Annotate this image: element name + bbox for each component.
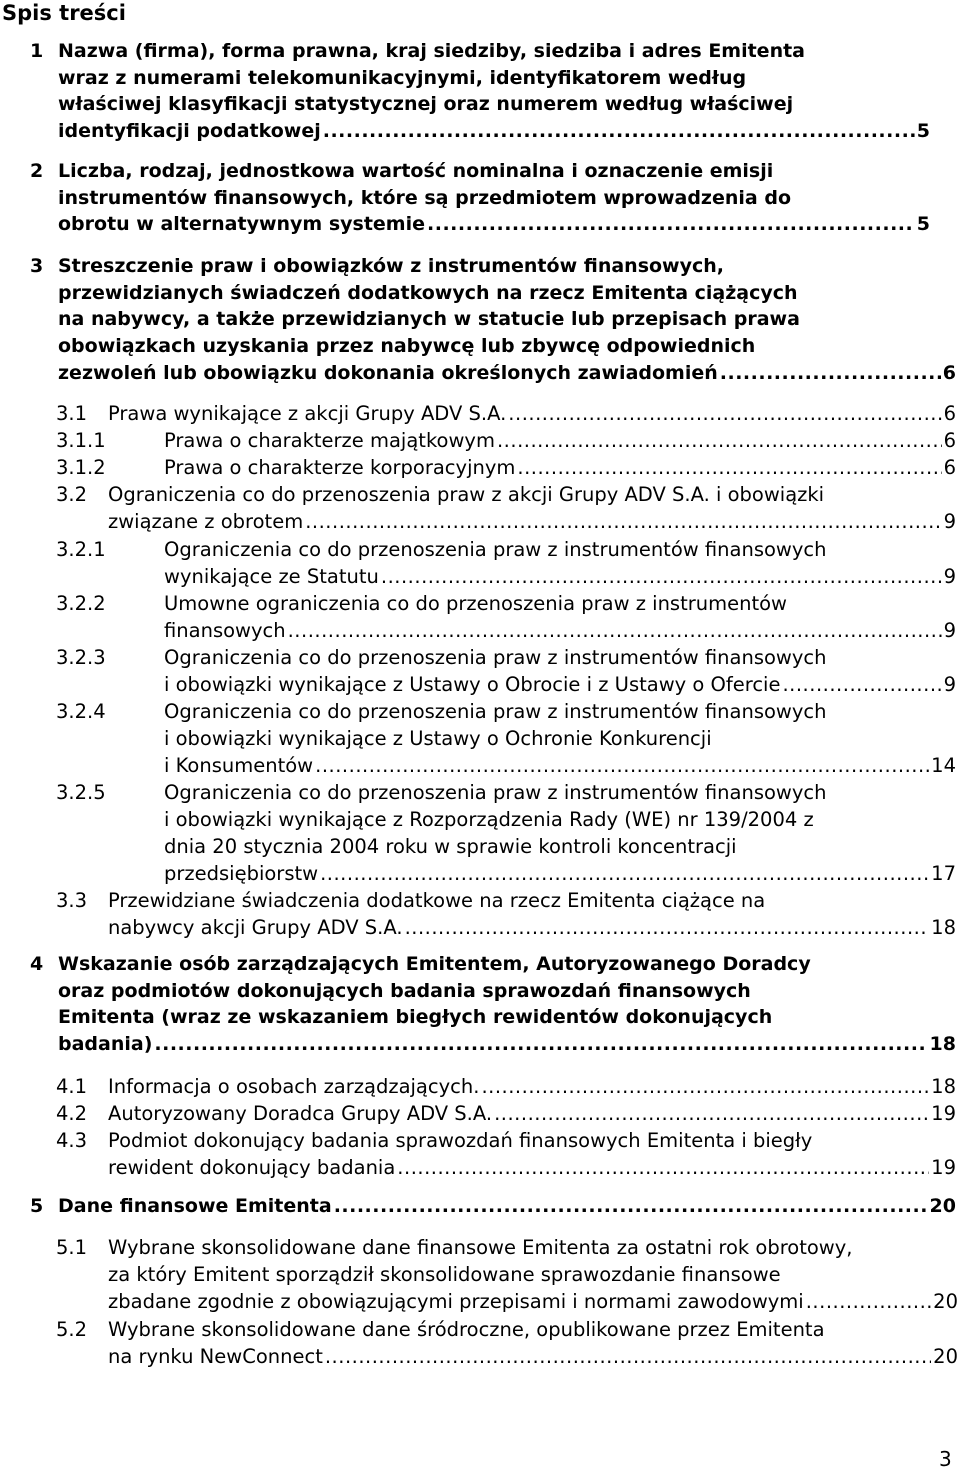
toc-title: Spis treści — [2, 1, 126, 25]
toc-entry-page: 9 — [943, 673, 956, 696]
toc-entry-last-line — [58, 211, 930, 238]
toc-entry-page: 20 — [929, 1195, 956, 1217]
toc-entry-last-line — [108, 1343, 958, 1370]
dot-leader — [288, 617, 942, 644]
toc-entry-row — [56, 481, 956, 535]
toc-entry-last-line — [58, 1193, 956, 1220]
toc-entry-line: Umowne ograniczenia co do przenoszenia praw z instrumentów — [164, 592, 787, 615]
toc-entry-line: Wybrane skonsolidowane dane finansowe Emitenta za ostatni rok obrotowy, — [108, 1236, 853, 1259]
toc-entry-number: 4 — [30, 953, 44, 975]
toc-entry-line: nabywcy akcji Grupy ADV S.A. — [108, 916, 403, 939]
toc-entry-row — [56, 1234, 958, 1315]
toc-entry-text — [164, 698, 956, 779]
toc-entry-number: 4.1 — [56, 1075, 88, 1098]
toc-entry-number: 3.1.2 — [56, 456, 106, 479]
toc-entry-line: obowiązkach uzyskania przez nabywcę lub zbywcę odpowiednich — [58, 335, 756, 358]
toc-entry-line: finansowych — [164, 619, 286, 642]
toc-entry-line: badania) — [58, 1033, 153, 1056]
dot-leader — [517, 454, 941, 481]
toc-entry-page: 5 — [916, 120, 930, 143]
toc-entry-number: 3.2.5 — [56, 781, 106, 804]
toc-entry-row — [30, 1193, 956, 1220]
toc-entry-text — [164, 427, 956, 454]
toc-entry-page: 6 — [943, 429, 956, 452]
toc-entry-line: Emitenta (wraz ze wskazaniem biegłych rewidentów dokonujących — [58, 1006, 773, 1029]
toc-entry-last-line — [58, 118, 930, 145]
toc-entry-line: Dane finansowe Emitenta — [58, 1195, 332, 1217]
toc-entry-last-line — [108, 508, 956, 535]
toc-entry[interactable] — [30, 1193, 956, 1220]
toc-entry-line: Ograniczenia co do przenoszenia praw z instrumentów finansowych — [164, 700, 827, 723]
dot-leader — [323, 118, 915, 145]
toc-entry[interactable] — [56, 1127, 956, 1181]
toc-entry-line: Ograniczenia co do przenoszenia praw z instrumentów finansowych — [164, 646, 827, 669]
toc-entry-line: związane z obrotem — [108, 510, 304, 533]
toc-entry-last-line — [108, 400, 956, 427]
toc-entry-last-line — [108, 1100, 956, 1127]
toc-entry-last-line — [164, 454, 956, 481]
toc-entry-line: Wybrane skonsolidowane dane śródroczne, opublikowane przez Emitenta — [108, 1318, 825, 1341]
toc-entry-row — [56, 1100, 956, 1127]
toc-entry-page: 6 — [943, 402, 956, 425]
toc-entry-number: 3.2.1 — [56, 538, 106, 561]
toc-entry-line: właściwej klasyfikacji statystycznej oraz numerem według właściwej — [58, 93, 794, 116]
toc-entry-row — [56, 887, 956, 941]
toc-entry-last-line — [164, 671, 956, 698]
toc-entry[interactable] — [30, 253, 956, 387]
toc-entry-line: Ograniczenia co do przenoszenia praw z instrumentów finansowych — [164, 781, 827, 804]
toc-entry-row — [30, 951, 956, 1058]
toc-entry[interactable] — [56, 698, 956, 779]
dot-leader — [315, 752, 929, 779]
toc-entry-text — [58, 253, 956, 387]
dot-leader — [720, 360, 941, 387]
toc-entry-page: 20 — [933, 1345, 958, 1368]
toc-entry[interactable] — [56, 400, 956, 427]
toc-entry-page: 6 — [942, 361, 956, 384]
toc-entry-line: na rynku NewConnect — [108, 1345, 323, 1368]
toc-entry-text — [58, 1193, 956, 1220]
toc-entry-page: 5 — [916, 213, 930, 236]
toc-entry-last-line — [108, 1288, 958, 1315]
dot-leader — [397, 1154, 929, 1181]
toc-entry-row — [30, 253, 956, 387]
toc-entry-page: 19 — [931, 1156, 956, 1179]
toc-entry-last-line — [164, 752, 956, 779]
toc-entry-line: Autoryzowany Doradca Grupy ADV S.A. — [108, 1102, 493, 1125]
dot-leader — [497, 427, 942, 454]
toc-entry[interactable] — [56, 1100, 956, 1127]
toc-entry-number: 3.3 — [56, 889, 88, 912]
toc-entry-page: 18 — [929, 1033, 956, 1056]
toc-entry-text — [58, 951, 956, 1058]
toc-entry-line: zbadane zgodnie z obowiązującymi przepisami i normami zawodowymi — [108, 1290, 804, 1313]
toc-entry-number: 3.2.2 — [56, 592, 106, 615]
toc-entry-row — [56, 1316, 958, 1370]
toc-entry-text — [108, 1127, 956, 1181]
toc-entry-page: 18 — [931, 1075, 956, 1098]
toc-entry[interactable] — [56, 427, 956, 454]
toc-entry-line: za który Emitent sporządził skonsolidowane sprawozdanie finansowe — [108, 1263, 781, 1286]
toc-entry-text — [164, 779, 956, 887]
toc-entry[interactable] — [56, 887, 956, 941]
toc-entry-line: wynikające ze Statutu — [164, 565, 379, 588]
toc-entry-number: 5.2 — [56, 1318, 88, 1341]
toc-entry-text — [108, 400, 956, 427]
toc-entry-line: i obowiązki wynikające z Rozporządzenia Rady (WE) nr 139/2004 z — [164, 808, 814, 831]
toc-entry-number: 3.1 — [56, 402, 88, 425]
toc-entry-number: 3 — [30, 255, 44, 277]
toc-entry-text — [58, 38, 930, 145]
toc-entry-line: Nazwa (firma), forma prawna, kraj siedziby, siedziba i adres Emitenta — [58, 40, 806, 62]
dot-leader — [806, 1288, 931, 1315]
toc-entry-line: rewident dokonujący badania — [108, 1156, 396, 1179]
toc-entry-line: i Konsumentów — [164, 754, 314, 777]
toc-entry[interactable] — [56, 536, 956, 590]
toc-entry[interactable] — [30, 38, 930, 145]
toc-entry-line: wraz z numerami telekomunikacyjnymi, identyfikatorem według — [58, 66, 747, 89]
toc-entry-row — [56, 590, 956, 644]
toc-entry-text — [164, 590, 956, 644]
toc-entry-row — [56, 536, 956, 590]
toc-entry-row — [56, 427, 956, 454]
dot-leader — [782, 671, 941, 698]
toc-entry-page: 9 — [943, 565, 956, 588]
toc-entry-line: zezwoleń lub obowiązku dokonania określonych zawiadomień — [58, 361, 718, 384]
toc-entry-last-line — [164, 563, 956, 590]
toc-entry-row — [56, 1073, 956, 1100]
toc-entry-line: przewidzianych świadczeń dodatkowych na rzecz Emitenta ciążących — [58, 281, 798, 304]
toc-entry-number: 4.2 — [56, 1102, 88, 1125]
toc-entry-row — [56, 644, 956, 698]
dot-leader — [405, 914, 930, 941]
dot-leader — [381, 563, 942, 590]
toc-entry-line: na nabywcy, a także przewidzianych w statucie lub przepisach prawa — [58, 308, 800, 331]
toc-entry-page: 9 — [943, 510, 956, 533]
toc-entry-page: 20 — [933, 1290, 958, 1313]
toc-entry-number: 3.2.4 — [56, 700, 106, 723]
toc-entry-text — [164, 536, 956, 590]
toc-entry[interactable] — [56, 1234, 958, 1315]
toc-entry-line: Prawa wynikające z akcji Grupy ADV S.A. — [108, 402, 507, 425]
toc-entry-line: Streszczenie praw i obowiązków z instrumentów finansowych, — [58, 255, 725, 277]
toc-entry-text — [164, 454, 956, 481]
dot-leader — [508, 400, 941, 427]
toc-entry-number: 4.3 — [56, 1129, 88, 1152]
toc-entry-line: oraz podmiotów dokonujących badania sprawozdań finansowych — [58, 979, 751, 1002]
toc-entry-last-line — [108, 914, 956, 941]
toc-entry-line: Przewidziane świadczenia dodatkowe na rzecz Emitenta ciążące na — [108, 889, 766, 912]
toc-entry[interactable] — [56, 1316, 958, 1370]
toc-entry-line: instrumentów finansowych, które są przedmiotem wprowadzenia do — [58, 186, 791, 209]
dot-leader — [320, 860, 929, 887]
toc-entry-number: 3.2 — [56, 483, 88, 506]
toc-entry-number: 3.1.1 — [56, 429, 106, 452]
toc-entry-last-line — [58, 1031, 956, 1058]
toc-entry-number: 5 — [30, 1195, 44, 1217]
toc-entry-text — [108, 1234, 958, 1315]
dot-leader — [325, 1343, 931, 1370]
toc-entry-line: Liczba, rodzaj, jednostkowa wartość nominalna i oznaczenie emisji — [58, 160, 774, 182]
toc-entry-line: Informacja o osobach zarządzających. — [108, 1075, 480, 1098]
toc-entry-last-line — [108, 1154, 956, 1181]
toc-entry-page: 14 — [931, 754, 956, 777]
toc-entry-text — [58, 158, 930, 238]
dot-leader — [494, 1100, 929, 1127]
toc-entry-row — [56, 779, 956, 887]
toc-entry-last-line — [58, 360, 956, 387]
toc-entry-text — [108, 1316, 958, 1370]
toc-entry[interactable] — [56, 644, 956, 698]
toc-entry-page: 17 — [931, 862, 956, 885]
toc-entry-last-line — [108, 1073, 956, 1100]
page-number: 3 — [939, 1447, 952, 1471]
toc-entry-row — [56, 400, 956, 427]
toc-entry-text — [108, 1073, 956, 1100]
dot-leader — [481, 1073, 929, 1100]
toc-entry-page: 9 — [943, 619, 956, 642]
toc-entry[interactable] — [56, 1073, 956, 1100]
toc-entry-line: Prawa o charakterze korporacyjnym — [164, 456, 516, 479]
dot-leader — [154, 1031, 927, 1058]
toc-entry-row — [30, 38, 930, 145]
toc-entry-text — [108, 887, 956, 941]
toc-entry-last-line — [164, 427, 956, 454]
toc-entry-line: obrotu w alternatywnym systemie — [58, 213, 426, 236]
toc-entry-number: 5.1 — [56, 1236, 88, 1259]
toc-entry-row — [56, 1127, 956, 1181]
toc-entry-text — [164, 644, 956, 698]
toc-entry-page: 18 — [931, 916, 956, 939]
toc-entry-row — [56, 698, 956, 779]
toc-entry[interactable] — [30, 951, 956, 1058]
toc-entry-line: Ograniczenia co do przenoszenia praw z akcji Grupy ADV S.A. i obowiązki — [108, 483, 825, 506]
toc-entry-number: 2 — [30, 160, 44, 182]
toc-entry-line: dnia 20 stycznia 2004 roku w sprawie kontroli koncentracji — [164, 835, 737, 858]
dot-leader — [334, 1193, 928, 1220]
toc-entry-page: 6 — [943, 456, 956, 479]
toc-entry-row — [56, 454, 956, 481]
toc-entry-line: Prawa o charakterze majątkowym — [164, 429, 495, 452]
toc-entry-number: 1 — [30, 40, 44, 62]
toc-entry-line: Podmiot dokonujący badania sprawozdań finansowych Emitenta i biegły — [108, 1129, 813, 1152]
dot-leader — [427, 211, 915, 238]
toc-entry[interactable] — [56, 779, 956, 887]
toc-entry-last-line — [164, 617, 956, 644]
toc-entry-page: 19 — [931, 1102, 956, 1125]
toc-entry[interactable] — [56, 590, 956, 644]
toc-entry-last-line — [164, 860, 956, 887]
toc-entry-row — [30, 158, 930, 238]
dot-leader — [305, 508, 941, 535]
toc-entry-number: 3.2.3 — [56, 646, 106, 669]
toc-entry-text — [108, 1100, 956, 1127]
toc-entry-line: Wskazanie osób zarządzających Emitentem, Autoryzowanego Doradcy — [58, 953, 811, 975]
toc-entry-line: i obowiązki wynikające z Ustawy o Ochronie Konkurencji — [164, 727, 712, 750]
toc-entry-line: przedsiębiorstw — [164, 862, 319, 885]
toc-entry-line: identyfikacji podatkowej — [58, 120, 321, 143]
toc-entry-text — [108, 481, 956, 535]
toc-entry-line: i obowiązki wynikające z Ustawy o Obrocie i z Ustawy o Ofercie — [164, 673, 781, 696]
toc-entry-line: Ograniczenia co do przenoszenia praw z instrumentów finansowych — [164, 538, 827, 561]
toc-entry[interactable] — [30, 158, 930, 238]
toc-entry[interactable] — [56, 481, 956, 535]
toc-entry[interactable] — [56, 454, 956, 481]
